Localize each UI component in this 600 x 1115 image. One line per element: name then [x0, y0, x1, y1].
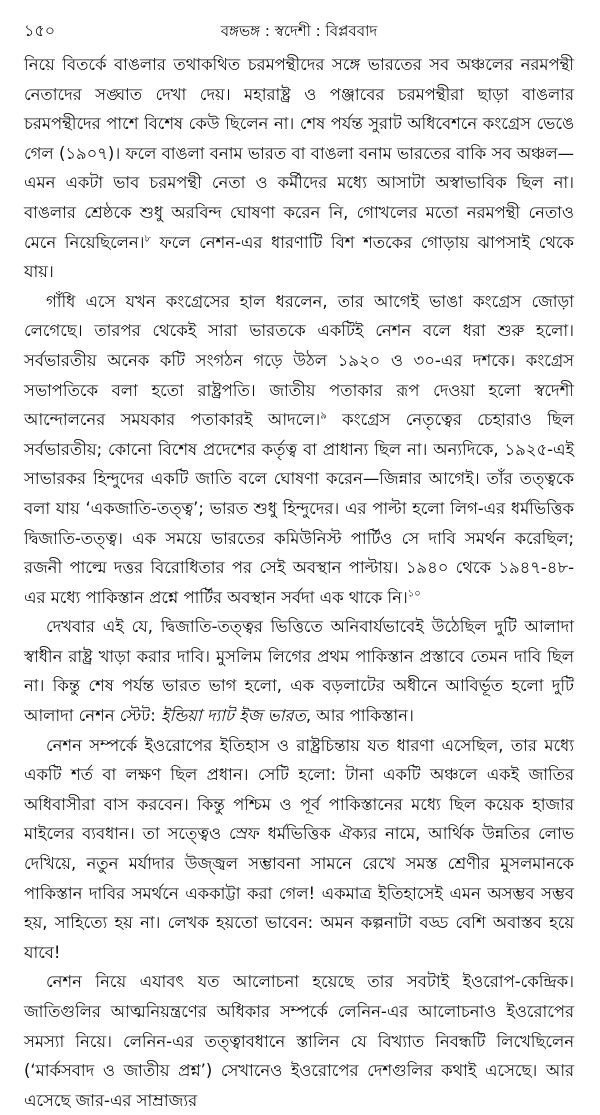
- paragraph-2-text-end: কংগ্রেস নেতৃত্বের চেহারাও ছিল সর্বভারতীয়; কোনো বিশেষ প্রদেশের কর্তৃত্ব বা প্রাধান্য ছিল না। অন্যদিকে, ১৯২৫-এই সাভারকর হিন্দুদের একটি জাতি বলে ঘোষণা করেন—জিন্নার আগেই। তাঁর তত্ত্বকে বলা যায় ‘একজাতি-তত্ত্ব’; ভারত শুধু হিন্দুদের। এর পাল্টা হলো লিগ-এর ধর্মভিত্তিক দ্বিজাতি-তত্ত্ব। এক সময়ে ভারতের কমিউনিস্ট পার্টিও সে দাবি সমর্থন করেছিল; রজনী পাল্মে দত্তর বিরোধিতার পর সেই অবস্থান পাল্টায়। ১৯৪০ থেকে ১৯৪৭-৪৮-এর মধ্যে পাকিস্তান প্রশ্নে পার্টির অবস্থান সর্বদা এক থাকে নি।: [24, 410, 574, 607]
- page-header: [24, 0, 574, 50]
- paragraph-4: [24, 731, 574, 968]
- paragraph-1: [24, 50, 574, 287]
- paragraph-3-text: দেখবার এই যে, দ্বিজাতি-তত্ত্বর ভিত্তিতে অনিবার্যভাবেই উঠেছিল দুটি আলাদা স্বাধীন রাষ্ট্র খাড়া করার দাবি। মুসলিম লিগের প্রথম পাকিস্তান প্রস্তাবে তেমন দাবি ছিল না। কিন্তু শেষ পর্যন্ত ভারত ভাগ হলো, এক বড়লাটের অধীনে আবির্ভূত হলো দুটি আলাদা নেশন স্টেট:: [24, 617, 574, 726]
- footnote-ref-10: ১০: [407, 588, 421, 600]
- paragraph-4-text: নেশন সম্পর্কে ইওরোপের ইতিহাস ও রাষ্ট্রচিন্তায় যত ধারণা এসেছিল, তার মধ্যে একটি শর্ত বা লক্ষণ ছিল প্রধান। সেটি হলো: টানা একটি অঞ্চলে একই জাতির অধিবাসীরা বাস করবেন। কিন্তু পশ্চিম ও পূর্ব পাকিস্তানের মধ্যে ছিল কয়েক হাজার মাইলের ব্যবধান। তা সত্ত্বেও স্রেফ ধর্মভিত্তিক ঐক্যর নামে, আর্থিক উন্নতির লোভ দেখিয়ে, নতুন মর্যাদার উজ্জ্বল সম্ভাবনা সামনে রেখে সমস্ত শ্রেণীর মুসলমানকে পাকিস্তান দাবির সমর্থনে এককাট্টা করা গেল! একমাত্র ইতিহাসেই এমন অসম্ভব সম্ভব হয়, সাহিত্যে হয় না। লেখক হয়তো ভাবেন: অমন কল্পনাটা বড্ড বেশি অবাস্তব হয়ে যাবে!: [24, 735, 574, 962]
- paragraph-3: [24, 612, 574, 730]
- paragraph-1-text-end: ফলে নেশন-এর ধারণাটি বিশ শতকের গোড়ায় ঝাপসাই থেকে যায়।: [24, 232, 574, 282]
- running-title: বঙ্গভঙ্গ : স্বদেশী : বিপ্লববাদ: [220, 22, 378, 40]
- paragraph-5: [24, 967, 574, 1115]
- page-number: ১৫০: [24, 21, 56, 40]
- paragraph-2-text: গাঁধি এসে যখন কংগ্রেসের হাল ধরলেন, তার আগেই ভাঙা কংগ্রেস জোড়া লেগেছে। তারপর থেকেই সারা ভারতকে একটিই নেশন বলে ধরা শুরু হলো। সর্বভারতীয় অনেক কটি সংগঠন গড়ে উঠল ১৯২০ ও ৩০-এর দশকে। কংগ্রেস সভাপতিকে বলা হতো রাষ্ট্রপতি। জাতীয় পতাকার রূপ দেওয়া হলো স্বদেশী আন্দোলনের সমযকার পতাকারই আদলে।: [24, 291, 574, 430]
- body-text: [24, 50, 574, 1115]
- paragraph-5-text: নেশন নিয়ে এযাবৎ যত আলোচনা হয়েছে তার সবটাই ইওরোপ-কেন্দ্রিক। জাতিগুলির আত্মনিয়ন্ত্রণের অধিকার সম্পর্কে লেনিন-এর আলোচনাও ইওরোপের সমস্যা নিয়ে। লেনিন-এর তত্ত্বাবধানে স্তালিন যে বিখ্যাত নিবন্ধটি লিখেছিলেন (‘মার্কসবাদ ও জাতীয় প্রশ্ন’) সেখানেও ইওরোপের দেশগুলির কথাই এসেছে। আর এসেছে জার-এর সাম্রাজ্যর: [24, 972, 574, 1110]
- footnote-ref-9: ৯: [320, 410, 327, 422]
- footnote-ref-8: ৮: [144, 233, 152, 245]
- paragraph-1-text: নিয়ে বিতর্কে বাঙলার তথাকথিত চরমপন্থীদের সঙ্গে ভারতের সব অঞ্চলের নরমপন্থী নেতাদের সঙ্ঘাত দেখা দেয়। মহারাষ্ট্র ও পঞ্জাবের চরমপন্থীরা ছাড়া বাঙলার চরমপন্থীদের পাশে বিশেষ কেউ ছিলেন না। শেষ পর্যন্ত সুরাট অধিবেশনে কংগ্রেস ভেঙে গেল (১৯০৭)। ফলে বাঙলা বনাম ভারত বা বাঙলা বনাম ভারতের বাকি সব অঞ্চল— এমন একটা ভাব চরমপন্থী নেতা ও কর্মীদের মধ্যে আসাটা অস্বাভাবিক ছিল না। বাঙলার শ্রেষ্ঠকে শুধু অরবিন্দ ঘোষণা করেন নি, গোখলের মতো নরমপন্থী নেতাও মেনে নিয়েছিলেন।: [24, 55, 574, 252]
- italic-phrase: ইন্ডিয়া দ্যাট ইজ ভারত: [160, 706, 306, 726]
- paragraph-2: [24, 287, 574, 613]
- paragraph-3-text-end: , আর পাকিস্তান।: [305, 706, 414, 726]
